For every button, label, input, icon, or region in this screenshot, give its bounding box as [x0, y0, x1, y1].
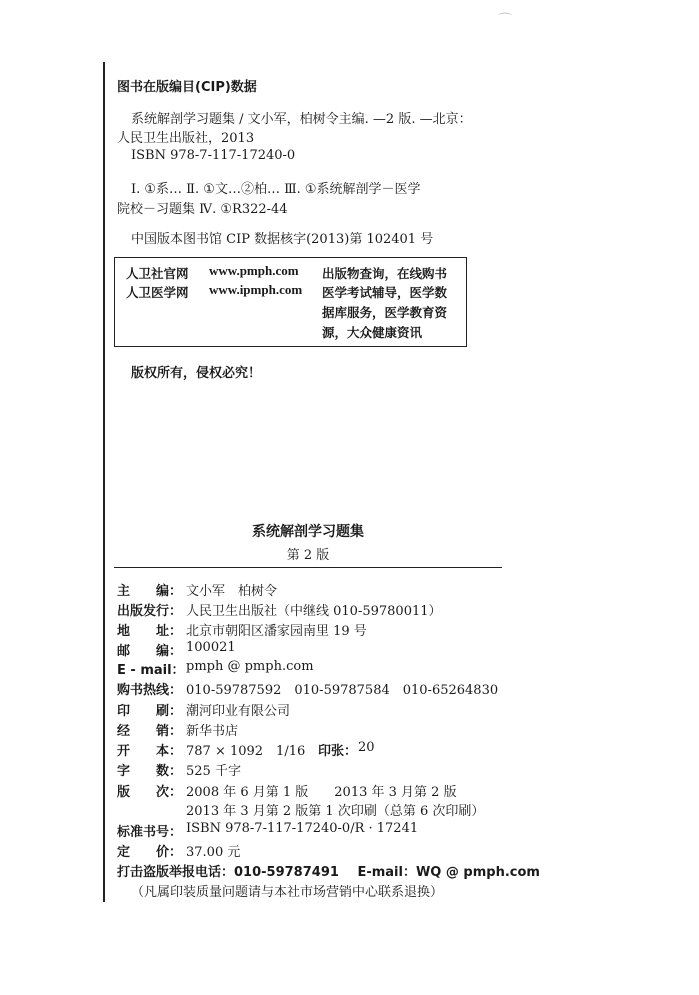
site-desc-4: 源，大众健康资讯 — [322, 325, 423, 340]
email-value[interactable]: WQ @ pmph.com — [415, 865, 540, 880]
cip-isbn: ISBN 978-7-117-17240-0 — [131, 148, 296, 163]
book-title: 系统解剖学习题集 — [252, 524, 364, 540]
colophon-label: 地 址： — [117, 624, 183, 639]
colophon-label: 主 编： — [117, 584, 183, 599]
cip-line-1: 系统解剖学习题集 / 文小军，柏树令主编. —2 版. —北京： — [131, 112, 472, 127]
colophon-value[interactable]: pmph @ pmph.com — [186, 659, 314, 674]
colophon-label: 定 价： — [117, 845, 183, 860]
email-label: E-mail： — [357, 865, 416, 880]
site2-url[interactable]: www.ipmph.com — [209, 282, 303, 297]
colophon-value: 37.00 元 — [186, 845, 241, 860]
site1-name: 人卫社官网 — [126, 266, 189, 281]
colophon-value: 787 × 1092 1/16 — [186, 744, 306, 759]
colophon-label: 印 刷： — [117, 704, 183, 719]
colophon-label: E - mail： — [117, 663, 185, 678]
site-desc-1: 出版物查询，在线购书 — [322, 266, 448, 281]
colophon-label: 经 销： — [117, 724, 183, 739]
margin-rule — [103, 62, 105, 902]
colophon-value: 人民卫生出版社（中继线 010-59780011） — [186, 604, 442, 619]
colophon-divider — [114, 567, 502, 568]
colophon-value: 525 千字 — [186, 764, 241, 779]
sheets-label: 印张： — [318, 744, 358, 759]
piracy-phone: 010-59787491 — [234, 865, 339, 880]
website-info-box — [114, 257, 467, 347]
sheets-value: 20 — [358, 740, 375, 755]
edition: 第 2 版 — [286, 548, 330, 563]
colophon-value: 010-59787592 010-59787584 010-65264830 — [186, 683, 499, 698]
colophon-label: 开 本： — [117, 744, 183, 759]
site1-url[interactable]: www.pmph.com — [209, 263, 299, 278]
piracy-label: 打击盗版举报电话： — [117, 865, 235, 880]
colophon-value: 100021 — [186, 640, 236, 655]
colophon-label: 版 次： — [117, 785, 183, 800]
cip-heading: 图书在版编目(CIP)数据 — [117, 80, 257, 95]
colophon-value: 2008 年 6 月第 1 版 2013 年 3 月第 2 版 — [186, 785, 457, 800]
copyright-notice: 版权所有，侵权必究！ — [131, 366, 262, 381]
site2-name: 人卫医学网 — [126, 285, 189, 300]
colophon-label: 邮 编： — [117, 644, 183, 659]
return-note: （凡属印装质量问题请与本社市场营销中心联系退换） — [131, 885, 444, 900]
site-desc-2: 医学考试辅导，医学数 — [322, 285, 448, 300]
piracy-report-line — [117, 861, 540, 880]
colophon-value: 北京市朝阳区潘家园南里 19 号 — [186, 624, 367, 639]
cip-subjects-2: 院校－习题集 Ⅳ. ①R322-44 — [117, 202, 288, 217]
cip-catalog-number: 中国版本图书馆 CIP 数据核字(2013)第 102401 号 — [131, 232, 434, 247]
colophon-value: 新华书店 — [186, 724, 239, 739]
colophon-value: ISBN 978-7-117-17240-0/R · 17241 — [186, 821, 419, 836]
page-corner-mark: ⌒ — [498, 13, 512, 29]
colophon-label: 字 数： — [117, 764, 183, 779]
colophon-value: 潮河印业有限公司 — [186, 704, 291, 719]
cip-line-2: 人民卫生出版社，2013 — [117, 131, 255, 146]
colophon-value: 2013 年 3 月第 2 版第 1 次印刷（总第 6 次印刷） — [186, 804, 485, 819]
site-desc-3: 据库服务，医学教育资 — [322, 305, 448, 320]
colophon-label: 出版发行： — [117, 604, 183, 619]
colophon-value: 文小军 柏树令 — [186, 584, 278, 599]
colophon-label: 标准书号： — [117, 825, 183, 840]
cip-subjects-1: Ⅰ. ①系… Ⅱ. ①文…②柏… Ⅲ. ①系统解剖学－医学 — [131, 182, 421, 197]
colophon-label: 购书热线： — [117, 683, 183, 698]
